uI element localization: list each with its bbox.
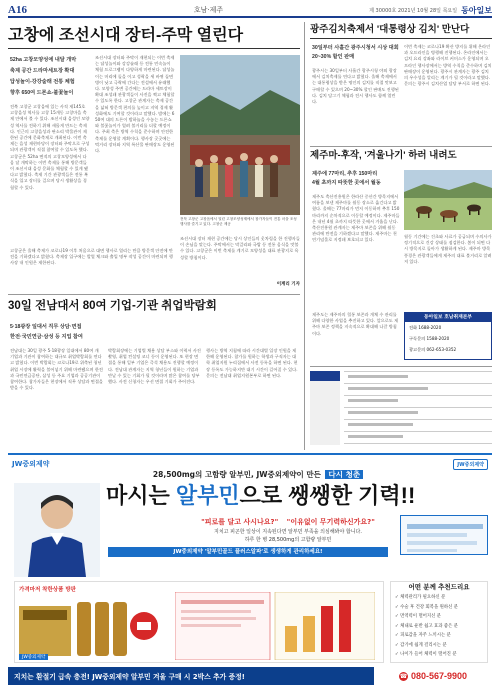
divider xyxy=(310,146,492,147)
article1-headline-wrap xyxy=(8,24,300,50)
ad-footer xyxy=(8,667,492,685)
ad-panel-list xyxy=(391,593,487,660)
article1-subheads xyxy=(10,55,90,99)
list-item: ✓ 수술 후 건강 회복을 원하신 분 xyxy=(395,604,458,610)
ad-panel-title: 어떤 분께 추천드리요 xyxy=(408,583,470,591)
info-box-title: 동아일보 호남취재본부 xyxy=(405,313,491,322)
benefit-graphic xyxy=(175,592,375,660)
masthead xyxy=(8,4,492,18)
article4-body-col1: 전남대는 30일 광주 5·18광장 일대에서 80여 개 기업과 기관이 참여하는 대규모 취업박람회를 연다고 밝혔다. 이번 박람회는 코로나19로 위축된 청년 취업 시장에 활력을 불어넣기 위해 마련됐으며 한전과 국민연금공단, 삼성 등 주요 기업과 공공기관이 참여한다. 참가자들은 현장에서 직무 상담과 면접을 받을 수 있다. xyxy=(10,348,103,391)
article1-body-col1: 전북 고창군 고창읍에 있는 사적 제145호 고창읍성 역사를 고창 15개동 고창마을 축제 안에서 볼 수 있다. 조선시대 읍성인 모양성 역사를 전하기 위해 새롭게 만드는 축제다. 인근의 고창읍성과 판소리 박물관이 제한된 공간에 문화축제로 개최된다. 이번 축제는 읍성 재현마당이 장터와 주막으로 구성되며 관광객이 직접 참여할 수 있도록 했다. 고창군은 52ha 면적의 고창모양성에서 다음 달 개막하는 이번 축제를 통해 방문객들이 조선시대 읍성 문화를 체험할 수 있게 됐다고 밝혔다. 축제 기간 관광객들은 전통 복식을 입고 장터를 걸으며 당시 생활상을 경험할 수 있다. xyxy=(10,104,90,190)
page-number: A16 xyxy=(8,4,27,16)
ad-recommend-panel xyxy=(390,581,488,663)
divider xyxy=(8,294,300,295)
ad-brand-badge: JW중외제약 xyxy=(453,459,488,470)
article3-photo xyxy=(404,170,492,230)
article3-body-col2: 월동 기간에는 건초와 사료가 공급되며 수의사가 정기적으로 건강 상태를 점검한다. 봄이 되면 다시 방목지로 돌아가 생활하게 된다. 제주마 방목 풍경은 관광객들에게 제주의 대표 볼거리로 알려져 있다. xyxy=(404,234,492,264)
article1-headline: 고창에 조선시대 장터-주막 열린다 xyxy=(8,24,300,49)
byline: 이계리 기자 xyxy=(276,282,300,287)
model-illustration xyxy=(14,483,100,577)
article4-body-col2: 박람회장에는 기업별 채용 상담 부스와 이력서 사진 촬영, 취업 컨설팅 코너 등이 운영된다. 또 현장 면접을 통해 일부 기업은 즉석 채용도 진행할 예정이다. 전남대 관계자는 지역 청년들이 원하는 기업과 만날 수 있는 기회가 될 것이라며 많은 참여를 당부했다. 사전 신청자는 우선 면접 기회가 주어진다. xyxy=(108,348,201,385)
subhead: 한전·국민연금·삼성 등 지업 참여 xyxy=(10,334,83,340)
section-name: 호남·제주 xyxy=(193,6,224,14)
article2-subheads xyxy=(312,44,400,66)
phone-icon: ☎ xyxy=(399,672,408,680)
ad-quote2: "이유없이 무기력하신가요?" xyxy=(286,518,375,526)
ad-sub1: 지치고 피곤한 일상이 지속된다면 알부민 부족을 의심해봐야 합니다. xyxy=(214,529,362,535)
ad-top-text: 28,500mg의 고함량 알부민, JW중외제약이 만든 xyxy=(152,470,321,479)
subhead: 축제 공간 드라마세트장 확대 xyxy=(10,68,75,74)
article3-headline-wrap xyxy=(310,148,492,166)
article3-subheads xyxy=(312,170,400,192)
ad-headline-c: 으로 xyxy=(239,483,283,508)
subhead: 4월 초까지 따뜻한 곳에서 월동 xyxy=(312,180,381,186)
ad-sub3: JW중외제약 '알부민골드 플러스알파'로 생생하게 관리하세요! xyxy=(108,547,388,557)
info-box xyxy=(404,312,492,360)
article2-headline: 광주김치축제서 '대통령상 김치' 만난다 xyxy=(310,22,492,39)
subhead: 52ha 고창모양성에 내달 개막 xyxy=(10,57,77,63)
info-row: 광고문의 062-653-0352 xyxy=(409,347,457,352)
article3-headline: 제주마-후작, '겨울나기' 하러 내려도 xyxy=(310,150,457,161)
list-item: ✓ 나이가 들어 체력이 떨어진 분 xyxy=(395,652,457,657)
article4-body-col3: 행사는 방역 지침에 따라 시간대별 입장 인원을 제한해 운영된다. 참가를 원하는 학생과 구직자는 대학 취업지원 누리집에서 사전 등록을 하면 된다. 현장 등록도 가능하지만 대기 시간이 길어질 수 있다. 문의는 전남대 취업지원본부로 하면 된다. xyxy=(206,348,298,378)
horses-photo xyxy=(404,170,492,230)
ad-top-highlight: 다시 청춘 xyxy=(325,470,363,479)
ad-side-promo xyxy=(400,515,488,555)
ad-headline-d: 쌩쌩한 기력!! xyxy=(288,483,416,508)
list-item: ✓ 체내로 운반 쉽고 효과 좋은 분 xyxy=(395,623,458,629)
article1-body-col2: 조선시대 장터와 주막이 재현되는 이번 축제는 답성놀이와 강강술래 등 전통 민속놀이 체험 프로그램이 다양하게 마련된다. 답성놀이는 머리에 돌을 이고 성곽을 세 바퀴 돌면 병이 낫고 극락에 간다는 전설에서 유래했다. 모양성 주변 공간에는 드라마 세트장이 확대 조성돼 관광객들이 사진을 찍고 체험할 수 있도록 한다. 고창군 관계자는 축제 공간을 넓혀 방문객 편의를 높이고 지역 경제 활성화에도 기여할 것이라고 말했다. 밤에는 650여 대의 드론이 밤하늘을 수놓는 드론쇼와 불꽃놀이가 열려 볼거리를 더할 예정이다. 주최 측은 방역 수칙을 준수하며 안전한 축제를 운영할 계획이다. 행사장 곳곳에는 먹거리 장터와 지역 특산물 판매장도 운영된다. xyxy=(95,55,175,154)
ad-sub2: 하루 한 병 28,500mg의 고함량 알부민 xyxy=(244,537,332,543)
article4-headline-wrap xyxy=(8,296,300,318)
subhead: 향후 650여 드론쇼-불꽃놀이 xyxy=(10,90,74,96)
info-row: 구독문의 1588-2020 xyxy=(409,336,450,341)
article1-photo xyxy=(180,55,300,215)
ad-phone-box xyxy=(374,667,492,685)
ad-headline-a: 마시는 xyxy=(106,483,170,508)
subhead: 30일부터 사흘간 광주시청서 시상 대회 20~30% 할인 판매 xyxy=(312,45,399,60)
article3-body-col1: 제주도 축산진흥원은 한라산 중산간 방목지에서 여름을 보낸 제주마를 월동 장소로 옮긴다고 밝혔다. 올해는 77마리가 먼저 이동하며 추후 150마리까지 순차적으로 이동할 예정이다. 제주마들은 내년 4월 초까지 따뜻한 곳에서 겨울을 난다. 축산진흥원 관계자는 제주마 보존을 위해 월동 관리에 만전을 기하겠다고 말했다. 제주마는 천연기념물로 지정돼 보호되고 있다. xyxy=(312,194,400,243)
article2-body-col2: 이번 축제는 코로나19 확산 방지를 위해 온라인과 오프라인을 병행해 진행된다. 온라인에서는 김치 요리 강좌와 라이브 커머스가 운영되며 오프라인 행사장에서는 방역 수칙을 준수하며 김치 판매장이 운영된다. 광주시 관계자는 광주 김치의 우수성을 알리는 계기가 될 것이라고 말했다. 문의는 광주시 김치산업 담당 부서로 하면 된다. xyxy=(404,44,492,87)
promo-graphic xyxy=(401,516,489,556)
article3-body-col3: 제주도는 제주마의 혈통 보존과 개체 수 관리를 위해 다양한 사업을 추진하고 있다. 앞으로도 제주마 보존 정책을 지속적으로 확대해 나갈 방침이다. xyxy=(312,312,399,336)
article2-headline-wrap xyxy=(310,22,492,40)
subhead: 답성놀이-강강술래 전통 체험 xyxy=(10,79,75,85)
column-divider xyxy=(304,22,305,450)
article2-body-col1: 광주시는 30일부터 사흘간 광주시청 야외 광장에서 김치축제를 연다고 밝혔다. 올해 축제에서는 대통령상을 받은 명인의 김치를 직접 맛보고 구매할 수 있으며 20~30% 할인 판매도 진행된다. 김치 담그기 체험과 전시 행사도 함께 열린다. xyxy=(312,68,399,105)
paper-logo: 동아일보 xyxy=(461,5,492,15)
ad-quotes xyxy=(138,517,438,527)
info-row: 전화 1688-2020 xyxy=(409,325,442,330)
article4-headline: 30일 전남대서 80여 기업-기관 취업박람회 xyxy=(8,300,217,312)
list-item: ✓ 면역력이 떨어지신 분 xyxy=(395,614,442,619)
advertisement xyxy=(8,453,492,685)
list-item: ✓ 감기에 쉽게 걸리시는 분 xyxy=(395,642,447,648)
ad-headline xyxy=(106,481,486,511)
list-item: ✓ 피로감을 자주 느끼시는 분 xyxy=(395,633,451,638)
article1-body-col4: 고창군은 올해 축제가 코로나19 이후 처음으로 대면 행사로 열리는 만큼 방문객 안전에 만전을 기하겠다고 밝혔다. 축제장 입구에는 발열 체크와 출입 명부 작성 공간이 마련되며 행사장 내 인원은 제한된다. xyxy=(10,248,173,266)
list-item: ✓ 체력관리가 필요하신 분 xyxy=(395,595,446,600)
ad-model-photo xyxy=(14,483,100,577)
article1-photo-caption: 전북 고창군 고창읍에서 열린 고창모양성제에서 참가자들이 전통 마을 조성 행사를 즐기고 있다. 고창군 제공 xyxy=(180,217,297,226)
article1-body-col3: 조선시대 장터 재현 공간에는 당시 상인들의 옷차림을 한 진행자들이 손님을 맞는다. 주막에서는 막걸리와 국밥 등 전통 음식을 맛볼 수 있다. 고창군은 이번 축제를 계기로 모양성을 대표 관광지로 육성할 방침이다. xyxy=(180,236,300,260)
subhead: 제주에 77마리, 추후 150마리 xyxy=(312,171,378,177)
festival-photo xyxy=(180,55,300,215)
listing-table xyxy=(310,367,492,448)
ad-quote1: "피로를 달고 사시나요?" xyxy=(201,518,279,526)
article4-subheads xyxy=(10,322,120,344)
ad-phone-number: 080-567-9900 xyxy=(410,671,468,681)
issue-date: 제 30000호 2021년 10월 28일 목요일 xyxy=(369,7,458,14)
ad-top-line xyxy=(68,469,448,480)
ad-product-tagline: 가격마저 착한상품 방판 xyxy=(19,587,76,593)
listing-box xyxy=(310,366,492,448)
subhead: 5·18광장 일대서 직무 상담·면접 xyxy=(10,324,82,330)
product-boxes xyxy=(19,596,169,660)
ad-footer-text: 지치는 환절기 급속 충전! JW중외제약 알부민 겨울 구매 시 2박스 추가 증정! xyxy=(14,673,245,681)
ad-product-badge: JW중외제약 xyxy=(19,654,48,660)
ad-headline-b: 알부민 xyxy=(175,483,240,508)
ad-brand: JW중외제약 xyxy=(12,460,50,468)
ad-product-block xyxy=(14,581,384,663)
